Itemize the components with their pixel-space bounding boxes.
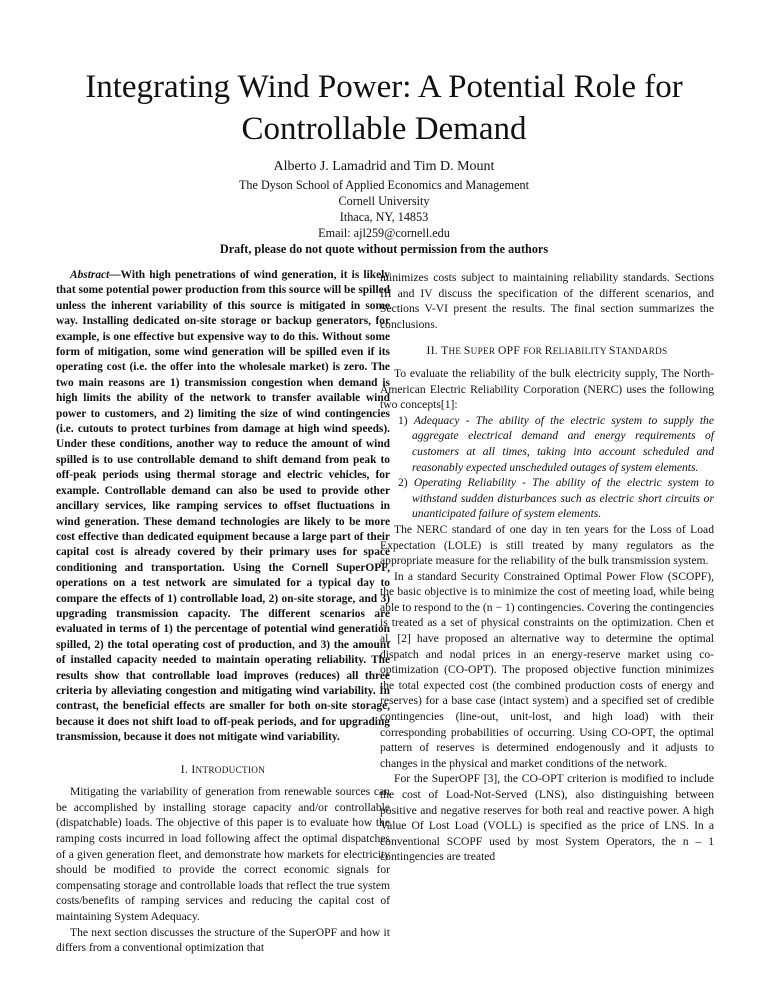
section-heading-introduction: [56, 762, 390, 779]
heading-part: HE: [448, 346, 464, 357]
intro-paragraph: The next section discusses the structure of the SuperOPF and how it differs from a conventional optimization that: [56, 925, 390, 955]
author-affiliation: [0, 177, 768, 257]
body-paragraph: minimizes costs subject to maintaining reliability standards. Sections III and IV discuss the specification of the different scenarios, and Sections V-VI present the results. The final section summarizes the conclusions.: [380, 271, 714, 331]
section-number: I.: [180, 762, 189, 776]
body-paragraph: In a standard Security Constrained Optimal Power Flow (SCOPF), the basic objective is to minimize the cost of meeting load, while being able to respond to the (n − 1) contingencies. Covering the contingencies is treated as a set of physical constraints on the optimization. Chen et al. [2] have proposed an alternative way to determine the optimal dispatch and nodal prices in an energy-reserve market using co-optimization (CO-OPT). The proposed objective function minimizes the total expected cost (the combined production costs of energy and reserves) for a base case (intact system) and a specified set of credible contingencies (line-out, unit-lost, and high load) with their corresponding probabilities of occurring. Using CO-OPT, the optimal pattern of reserves is determined endogenously and it adjusts to changes in the physical and market conditions of the network.: [380, 569, 714, 770]
paper-title: Integrating Wind Power: A Potential Role for Controllable Demand: [85, 69, 683, 147]
definition-item: [390, 413, 714, 475]
definition-number: 1): [398, 413, 408, 427]
heading-part: R: [544, 344, 553, 358]
section-heading-superopf: [380, 343, 714, 360]
affiliation-line: Cornell University: [338, 194, 430, 208]
affiliation-line: Ithaca, NY, 14853: [339, 210, 429, 224]
affiliation-line: The Dyson School of Applied Economics and Management: [238, 178, 530, 192]
heading-part: ELIABILITY: [552, 346, 610, 357]
definition-item: [390, 475, 714, 522]
heading-part: OPF: [497, 344, 524, 358]
definition-list: [380, 413, 714, 522]
abstract-text: With high penetrations of wind generation, it is likely that some potential power production from this source will be spilled unless the inherent variability of this source is mitigated in some way. Installing dedicated on-site storage or backup generators, for example, is one effective but expensive way to do this. Without some form of mitigation, some wind generation will be spilled even if its operating cost (i.e. the offer into the wholesale market) is zero. The two main reasons are 1) transmission congestion when demand is high limits the ability of the network to transfer available wind power to customers, and 2) limiting the size of wind contingencies (i.e. cutouts to protect turbines from damage at high wind speeds). Under these conditions, another way to reduce the amount of wind spilled is to use controllable demand to shift demand from peak to off-peak periods using thermal storage and electric vehicles, for example. Controllable demand can also be used to provide other ancillary services, like ramping services to offset fluctuations in wind generation. These demand technologies are likely to be more cost effective than dedicated equipment because a large part of their capital cost is already covered by their primary uses for space conditioning and transportation. Using the Cornell SuperOPF, operations on a test network are simulated for a typical day to compare the effects of 1) controllable load, 2) on-site storage, and 3) upgrading transmission capacity. The different scenarios are evaluated in terms of 1) the percentage of potential wind generation spilled, 2) the total operating cost of production, and 3) the amount of installed capacity needed to maintain operating reliability. The results show that controllable load improves (reduces) all three criteria by alleviating congestion and mitigating wind variability. In contrast, the beneficial effects are smaller for both on-site storage, because it does not shift load to off-peak periods, and for upgrading transmission, because it does not mitigate wind variability.: [56, 269, 390, 744]
draft-notice: Draft, please do not quote without permission from the authors: [219, 242, 549, 256]
right-column: [380, 270, 714, 865]
left-column: [56, 268, 390, 956]
heading-part: T: [441, 344, 449, 358]
abstract-lead: Abstract—: [70, 269, 121, 281]
section-number: II.: [426, 344, 439, 358]
definition-number: 2): [398, 476, 408, 490]
heading-part: TANDARDS: [615, 346, 668, 357]
definition-text: Adequacy - The ability of the electric system to supply the aggregate electrical demand and energy requirements of customers at all times, taking into account scheduled and reasonably expected unscheduled outages of system elements.: [412, 413, 714, 474]
heading-part: S: [609, 344, 616, 358]
heading-part: S: [463, 344, 471, 358]
section-heading-rest: NTRODUCTION: [195, 764, 266, 775]
author-email: Email: ajl259@cornell.edu: [318, 226, 450, 240]
definition-text: Operating Reliability - The ability of the electric system to withstand sudden disturbances such as electric short circuits or unanticipated failure of system elements.: [412, 476, 714, 521]
body-paragraph: For the SuperOPF [3], the CO-OPT criterion is modified to include the cost of Load-Not-Served (LNS), also distinguishing between positive and negative reserves for both real and reactive power. A high Value Of Lost Load (VOLL) is specified as the price of LNS. In a conventional SCOPF used by most System Operators, the n – 1 contingencies are treated: [380, 772, 714, 864]
body-paragraph: The NERC standard of one day in ten years for the Loss of Load Expectation (LOLE) is still treated by many regulators as the appropriate measure for the reliability of the bulk transmission system.: [380, 522, 714, 568]
body-paragraph: To evaluate the reliability of the bulk electricity supply, The North-American Electric Reliability Corporation (NERC) uses the following two concepts[1]:: [380, 366, 714, 412]
heading-part: FOR: [523, 346, 545, 357]
paper-authors: Alberto J. Lamadrid and Tim D. Mount: [273, 159, 495, 174]
intro-paragraph: Mitigating the variability of generation from renewable sources can be accomplished by installing storage capacity and/or controllable (dispatchable) loads. The objective of this paper is to evaluate how the ramping costs incurred in load following affect the optimal dispatches of a given generation fleet, and demonstrate how markets for electricity should be modified to provide the correct economic signals for compensating storage and controllable loads that reflect the true system costs/benefits of ramping services and reducing the capital cost of maintaining System Adequacy.: [56, 785, 390, 923]
abstract: [56, 268, 390, 746]
section-heading-initial: I: [191, 762, 196, 776]
heading-part: UPER: [470, 346, 498, 357]
